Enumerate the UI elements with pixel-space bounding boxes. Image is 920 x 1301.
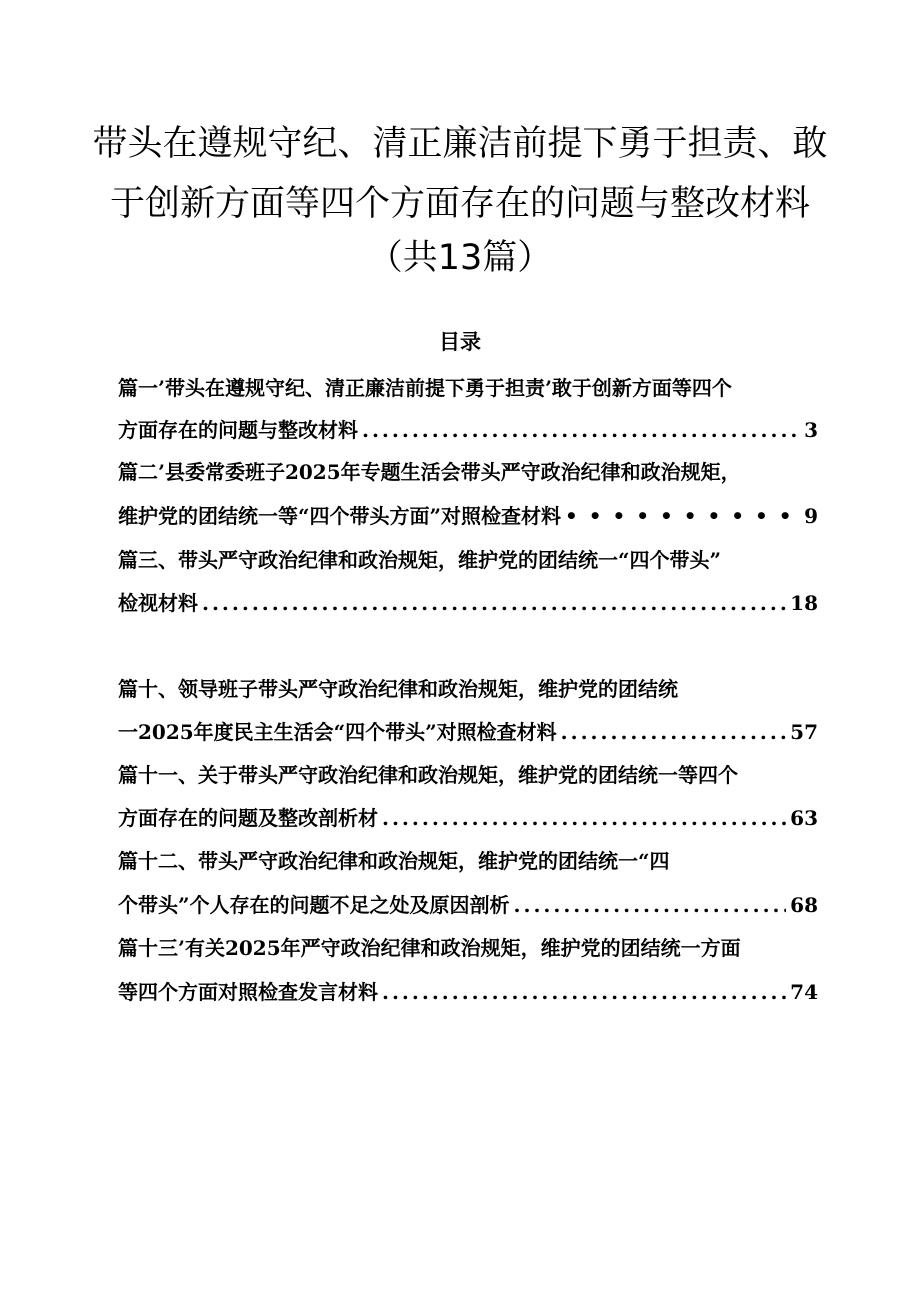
document-title-line-2: 于创新方面等四个方面存在的问题与整改材料 <box>109 184 810 224</box>
toc-entry-3-line-1[interactable]: 篇三、带头严守政治纪律和政治规矩，维护党的团结统一“四个带头” <box>118 548 722 572</box>
toc-entry-12-line-2[interactable] <box>118 889 830 921</box>
toc-entry-12-line-1[interactable]: 篇十二、带头严守政治纪律和政治规矩，维护党的团结统一“四 <box>118 849 670 873</box>
toc-entry-13-page: 74 <box>790 980 818 1004</box>
toc-entry-1-text: 方面存在的问题与整改材料 <box>118 418 358 442</box>
toc-entry-13-line-1[interactable]: 篇十三’有关2025年严守政治纪律和政治规矩，维护党的团结统一方面 <box>118 936 741 960</box>
toc-entry-10-leader <box>561 716 786 748</box>
toc-entry-13-text: 等四个方面对照检查发言材料 <box>118 980 378 1004</box>
toc-entry-2-line-1[interactable]: 篇二’县委常委班子2025年专题生活会带头严守政治纪律和政治规矩， <box>118 460 741 484</box>
toc-heading: 目录 <box>439 329 481 354</box>
toc-entry-10-page: 57 <box>790 720 818 744</box>
toc-entry-10-text: 一2025年度民主生活会“四个带头”对照检查材料 <box>118 720 557 744</box>
toc-entry-10-line-1[interactable]: 篇十、领导班子带头严守政治纪律和政治规矩，维护党的团结统 <box>118 677 678 701</box>
document-title-count: （共13篇） <box>367 238 553 278</box>
toc-entry-11-leader <box>382 802 786 834</box>
toc-entry-3-page: 18 <box>790 591 818 615</box>
toc-entry-1-leader <box>362 414 800 446</box>
toc-entry-1-line-1[interactable]: 篇一’带头在遵规守纪、清正廉洁前提下勇于担责’敢于创新方面等四个 <box>118 376 732 400</box>
toc-entry-2-text: 维护党的团结统一等“四个带头方面”对照检查材料 <box>118 504 562 528</box>
toc-entry-11-page: 63 <box>790 806 818 830</box>
toc-entry-13-leader <box>382 976 786 1008</box>
toc-entry-12-leader <box>514 889 787 921</box>
toc-entry-3-text: 检视材料 <box>118 591 198 615</box>
toc-entry-13-line-2[interactable] <box>118 976 830 1008</box>
toc-entry-1-page: 3 <box>804 418 818 442</box>
toc-entry-12-page: 68 <box>790 893 818 917</box>
toc-entry-12-text: 个带头”个人存在的问题不足之处及原因剖析 <box>118 893 510 917</box>
toc-entry-2-page: 9 <box>804 504 818 528</box>
toc-entry-2-leader <box>565 500 800 532</box>
document-title-line-1: 带头在遵规守纪、清正廉洁前提下勇于担责、敢 <box>92 124 828 164</box>
toc-entry-11-line-1[interactable]: 篇十一、关于带头严守政治纪律和政治规矩，维护党的团结统一等四个 <box>118 763 738 787</box>
toc-entry-11-line-2[interactable] <box>118 802 830 834</box>
toc-entry-1-line-2[interactable] <box>118 414 830 446</box>
toc-entry-3-line-2[interactable] <box>118 587 830 619</box>
toc-entry-11-text: 方面存在的问题及整改剖析材 <box>118 806 378 830</box>
toc-entry-2-line-2[interactable] <box>118 500 830 532</box>
toc-entry-3-leader <box>202 587 786 619</box>
toc-entry-10-line-2[interactable] <box>118 716 830 748</box>
